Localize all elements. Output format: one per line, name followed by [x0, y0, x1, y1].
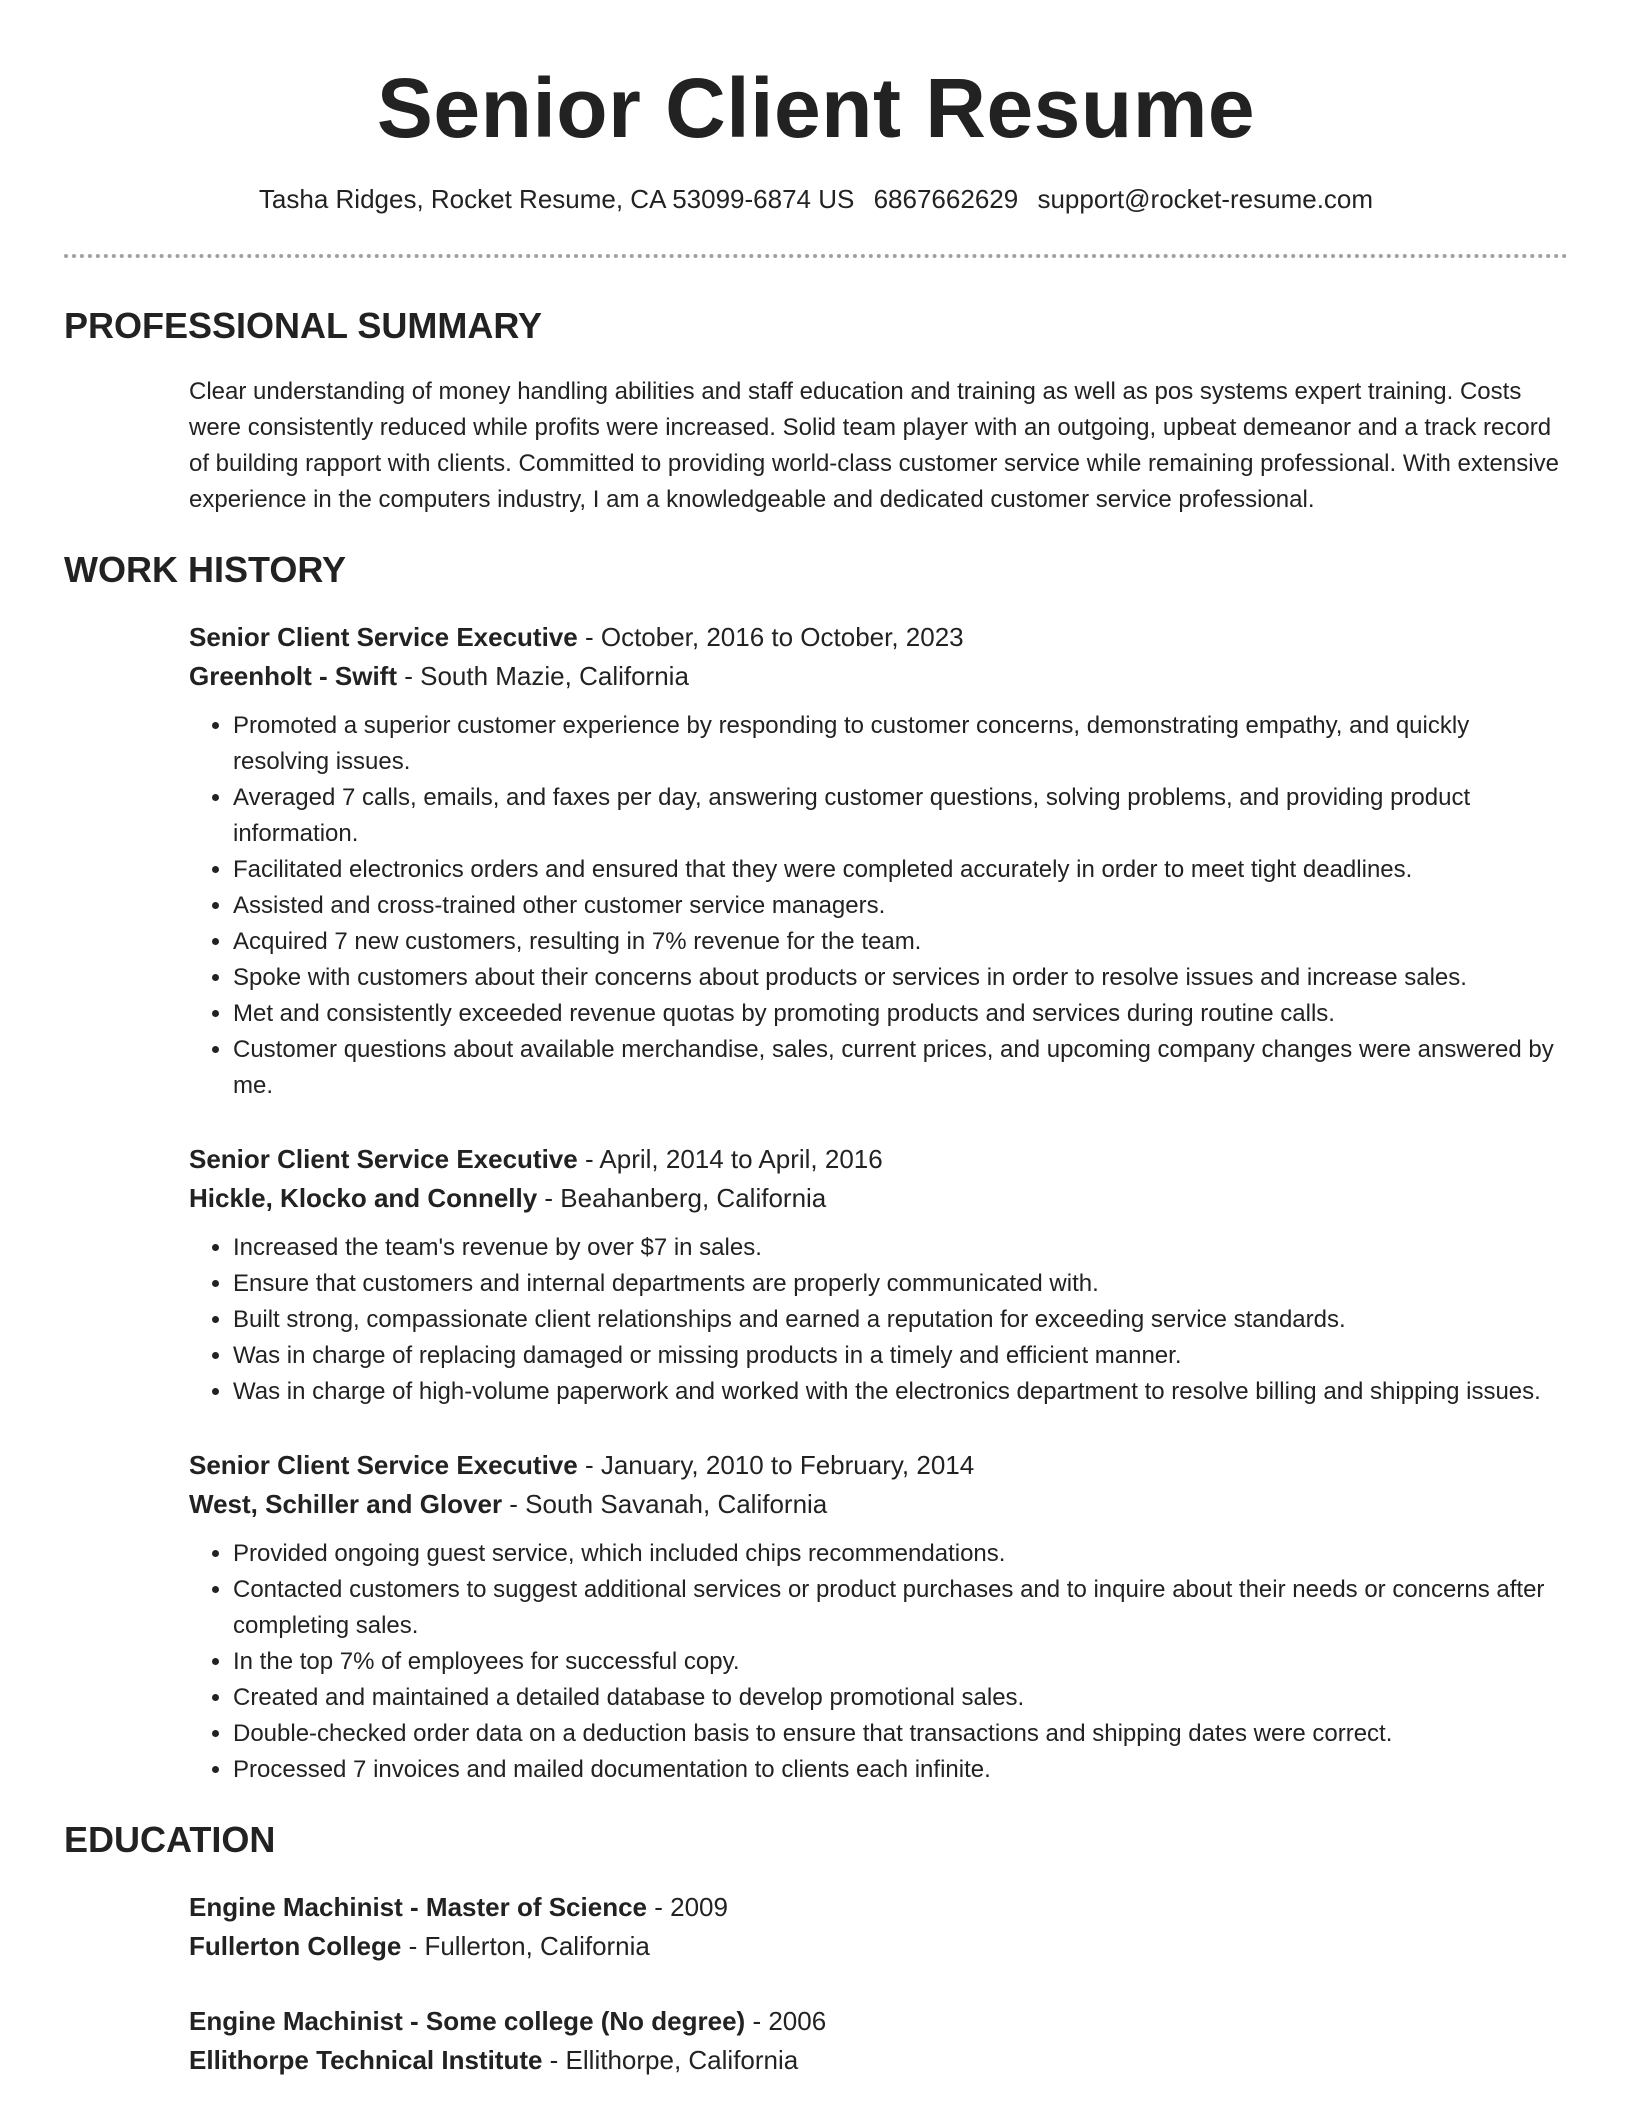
- job-entry: [189, 1140, 1568, 1410]
- job-bullet: • Acquired 7 new customers, resulting in 7% revenue for the team.: [233, 924, 1568, 960]
- job-bullet-list: [189, 1230, 1568, 1410]
- job-bullet: • Built strong, compassionate client relationships and earned a reputation for exceeding service standards.: [233, 1302, 1568, 1338]
- resume-title: Senior Client Resume: [376, 61, 1256, 155]
- job-bullet-list: [189, 708, 1568, 1104]
- education-section: [64, 1818, 1568, 2080]
- education-entry: [189, 2002, 1568, 2080]
- job-company: Greenholt - Swift: [189, 661, 397, 691]
- job-dates: - January, 2010 to February, 2014: [577, 1450, 975, 1480]
- job-location: - South Mazie, California: [397, 661, 689, 691]
- education-degree: Engine Machinist - Some college (No degree): [189, 2006, 746, 2036]
- job-bullet: • Double-checked order data on a deduction basis to ensure that transactions and shipping dates were correct.: [233, 1716, 1568, 1752]
- job-company-line: [189, 657, 1568, 696]
- job-bullet: • Provided ongoing guest service, which included chips recommendations.: [233, 1536, 1568, 1572]
- job-title: Senior Client Service Executive: [189, 1144, 578, 1174]
- job-bullet-list: [189, 1536, 1568, 1788]
- education-school: Ellithorpe Technical Institute: [189, 2045, 543, 2075]
- header-divider: [64, 254, 1568, 258]
- job-bullet: • Contacted customers to suggest additional services or product purchases and to inquire about their needs or concerns after completing sales.: [233, 1572, 1568, 1644]
- contact-phone: 6867662629: [873, 184, 1019, 214]
- summary-text: Clear understanding of money handling abilities and staff education and training as well as pos systems expert training. Costs were consistently reduced while profits were increased. Solid team player with an outgoing, upbeat demeanor and a track record of building rapport with clients. Committed to providing world-class customer service while remaining professional. With extensive experience in the computers industry, I am a knowledgeable and dedicated customer service professional.: [189, 378, 1559, 513]
- summary-section: [64, 304, 1568, 518]
- job-bullet: • Created and maintained a detailed database to develop promotional sales.: [233, 1680, 1568, 1716]
- education-school-line: [189, 2041, 1568, 2080]
- job-bullet: • In the top 7% of employees for successful copy.: [233, 1644, 1568, 1680]
- education-degree: Engine Machinist - Master of Science: [189, 1892, 647, 1922]
- contact-line: [64, 182, 1568, 216]
- education-degree-line: [189, 1888, 1568, 1927]
- education-school-line: [189, 1927, 1568, 1966]
- job-entry: [189, 1446, 1568, 1788]
- summary-heading: PROFESSIONAL SUMMARY: [64, 305, 543, 346]
- job-bullet: • Met and consistently exceeded revenue quotas by promoting products and services during routine calls.: [233, 996, 1568, 1032]
- job-bullet: • Promoted a superior customer experience by responding to customer concerns, demonstrating empathy, and quickly resolving issues.: [233, 708, 1568, 780]
- education-year: - 2006: [745, 2006, 827, 2036]
- job-bullet: • Increased the team's revenue by over $7 in sales.: [233, 1230, 1568, 1266]
- job-title-line: [189, 1446, 1568, 1485]
- education-school: Fullerton College: [189, 1931, 402, 1961]
- contact-address: Tasha Ridges, Rocket Resume, CA 53099-6874 US: [258, 184, 855, 214]
- job-company: Hickle, Klocko and Connelly: [189, 1183, 538, 1213]
- education-year: - 2009: [647, 1892, 728, 1922]
- education-location: - Ellithorpe, California: [542, 2045, 799, 2075]
- job-bullet: • Ensure that customers and internal departments are properly communicated with.: [233, 1266, 1568, 1302]
- job-bullet: • Assisted and cross-trained other customer service managers.: [233, 888, 1568, 924]
- job-company-line: [189, 1485, 1568, 1524]
- job-entry: [189, 618, 1568, 1104]
- job-bullet: • Averaged 7 calls, emails, and faxes per day, answering customer questions, solving problems, and providing product information.: [233, 780, 1568, 852]
- education-degree-line: [189, 2002, 1568, 2041]
- contact-email: support@rocket-resume.com: [1037, 184, 1374, 214]
- work-history-heading: WORK HISTORY: [64, 549, 347, 590]
- job-location: - Beahanberg, California: [537, 1183, 827, 1213]
- job-dates: - October, 2016 to October, 2023: [577, 622, 964, 652]
- job-bullet: • Was in charge of replacing damaged or missing products in a timely and efficient manner.: [233, 1338, 1568, 1374]
- work-history-section: [64, 548, 1568, 1788]
- job-title-line: [189, 618, 1568, 657]
- job-company: West, Schiller and Glover: [189, 1489, 503, 1519]
- education-entry: [189, 1888, 1568, 1966]
- job-bullet: • Facilitated electronics orders and ensured that they were completed accurately in order to meet tight deadlines.: [233, 852, 1568, 888]
- education-heading: EDUCATION: [64, 1819, 276, 1860]
- job-bullet: • Spoke with customers about their concerns about products or services in order to resolve issues and increase sales.: [233, 960, 1568, 996]
- job-company-line: [189, 1179, 1568, 1218]
- job-dates: - April, 2014 to April, 2016: [577, 1144, 883, 1174]
- job-title: Senior Client Service Executive: [189, 1450, 578, 1480]
- job-bullet: • Customer questions about available merchandise, sales, current prices, and upcoming company changes were answered by me.: [233, 1032, 1568, 1104]
- education-location: - Fullerton, California: [401, 1931, 650, 1961]
- job-title-line: [189, 1140, 1568, 1179]
- job-location: - South Savanah, California: [502, 1489, 828, 1519]
- job-title: Senior Client Service Executive: [189, 622, 578, 652]
- job-bullet: • Processed 7 invoices and mailed documentation to clients each infinite.: [233, 1752, 1568, 1788]
- job-bullet: • Was in charge of high-volume paperwork and worked with the electronics department to resolve billing and shipping issues.: [233, 1374, 1568, 1410]
